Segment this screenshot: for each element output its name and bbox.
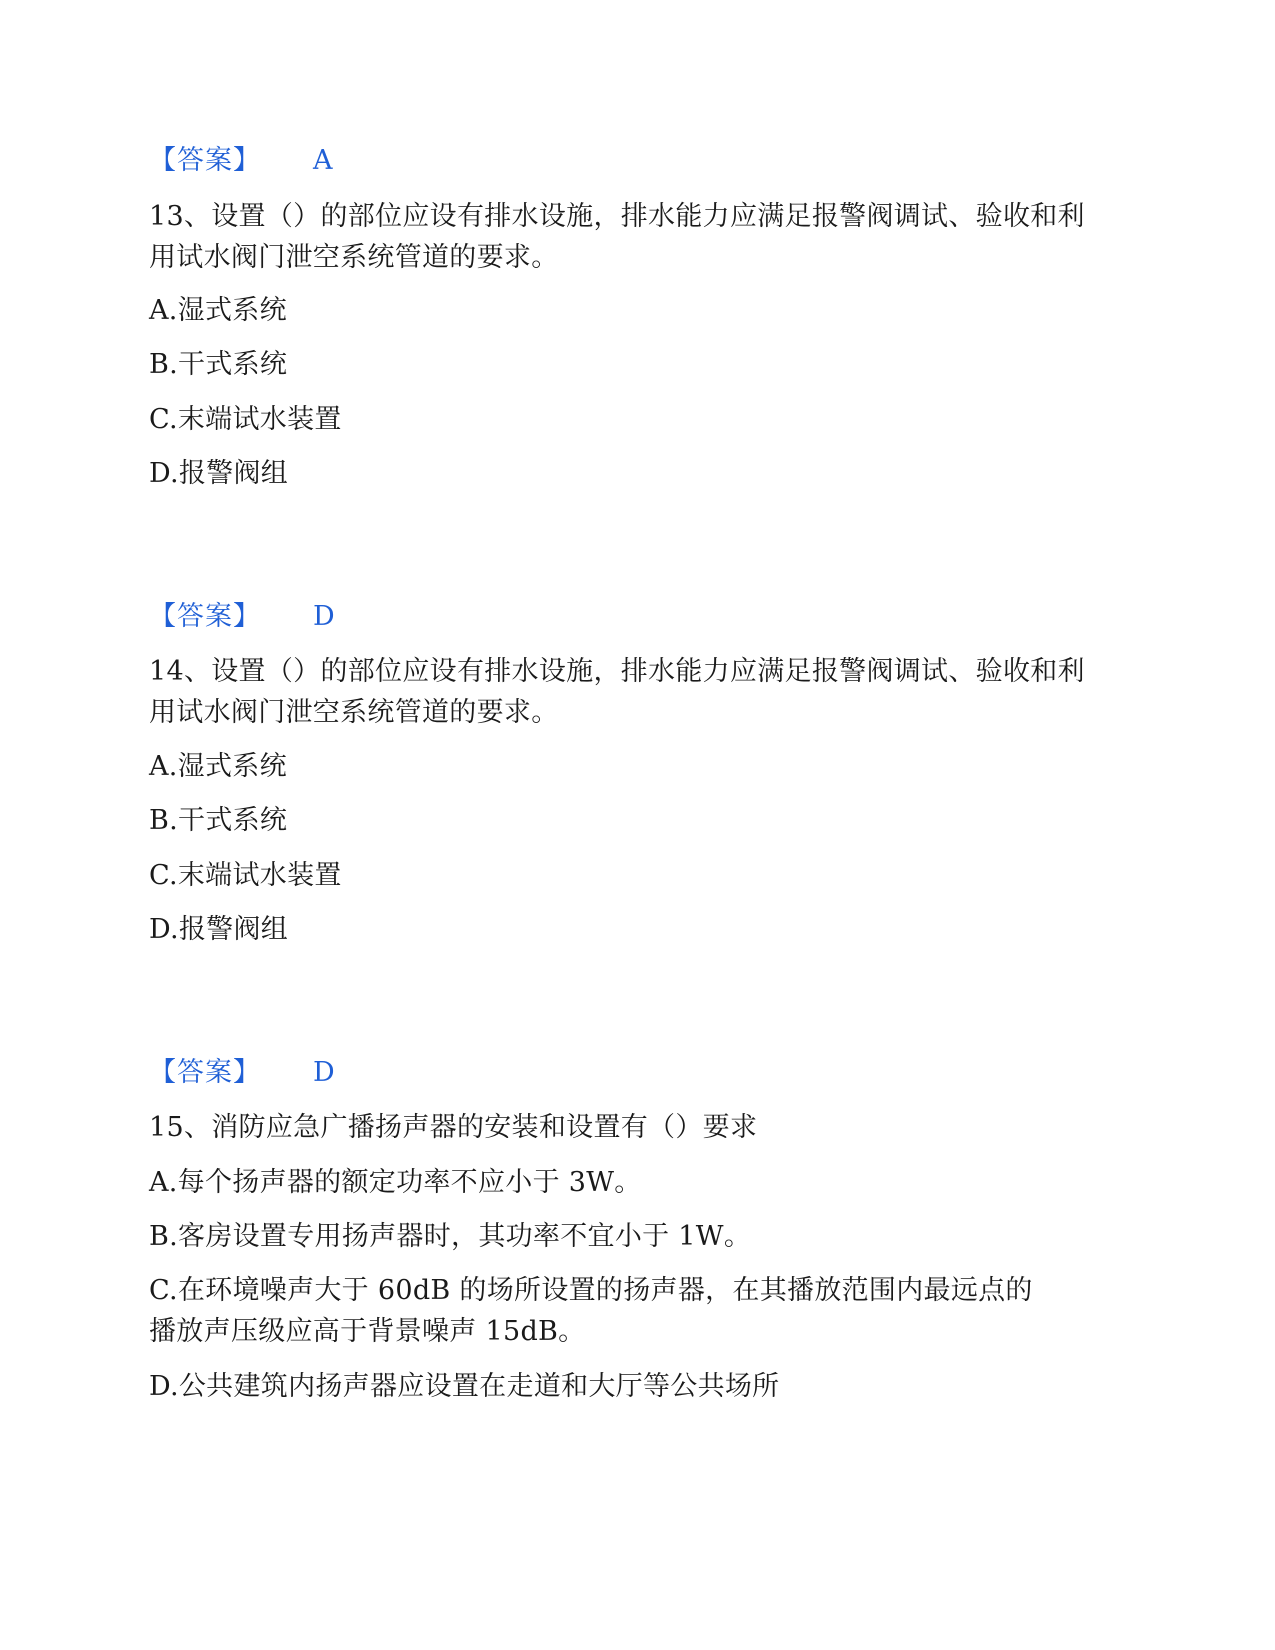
answer-line [149, 1056, 335, 1090]
option-c: C.在环境噪声大于 60dB 的场所设置的扬声器，在其播放范围内最远点的播放声压级应高于背景噪声 15dB。 [149, 1275, 1033, 1347]
option-a: A.每个扬声器的额定功率不应小于 3W。 [149, 1167, 642, 1198]
option-b: B.干式系统 [149, 805, 288, 836]
option-a: A.湿式系统 [149, 295, 287, 326]
option-d: D.报警阀组 [149, 914, 289, 945]
option-d: D.公共建筑内扬声器应设置在走道和大厅等公共场所 [149, 1371, 780, 1402]
answer-line [149, 144, 333, 178]
question-text: 13、设置（）的部位应设有排水设施，排水能力应满足报警阀调试、验收和利用试水阀门泄空系统管道的要求。 [149, 201, 1085, 273]
answer-label: 【答案】 [149, 145, 261, 176]
option-b: B.客房设置专用扬声器时，其功率不宜小于 1W。 [149, 1221, 752, 1252]
option-a: A.湿式系统 [149, 751, 287, 782]
answer-line [149, 600, 335, 634]
question-text: 14、设置（）的部位应设有排水设施，排水能力应满足报警阀调试、验收和利用试水阀门泄空系统管道的要求。 [149, 656, 1085, 728]
answer-value: D [313, 601, 335, 632]
option-c: C.末端试水装置 [149, 860, 342, 891]
option-c: C.末端试水装置 [149, 404, 342, 435]
option-d: D.报警阀组 [149, 458, 289, 489]
answer-value: D [313, 1057, 335, 1088]
option-b: B.干式系统 [149, 349, 288, 380]
answer-value: A [313, 145, 333, 176]
question-text: 15、消防应急广播扬声器的安装和设置有（）要求 [149, 1112, 758, 1143]
answer-label: 【答案】 [149, 1057, 261, 1088]
answer-label: 【答案】 [149, 601, 261, 632]
